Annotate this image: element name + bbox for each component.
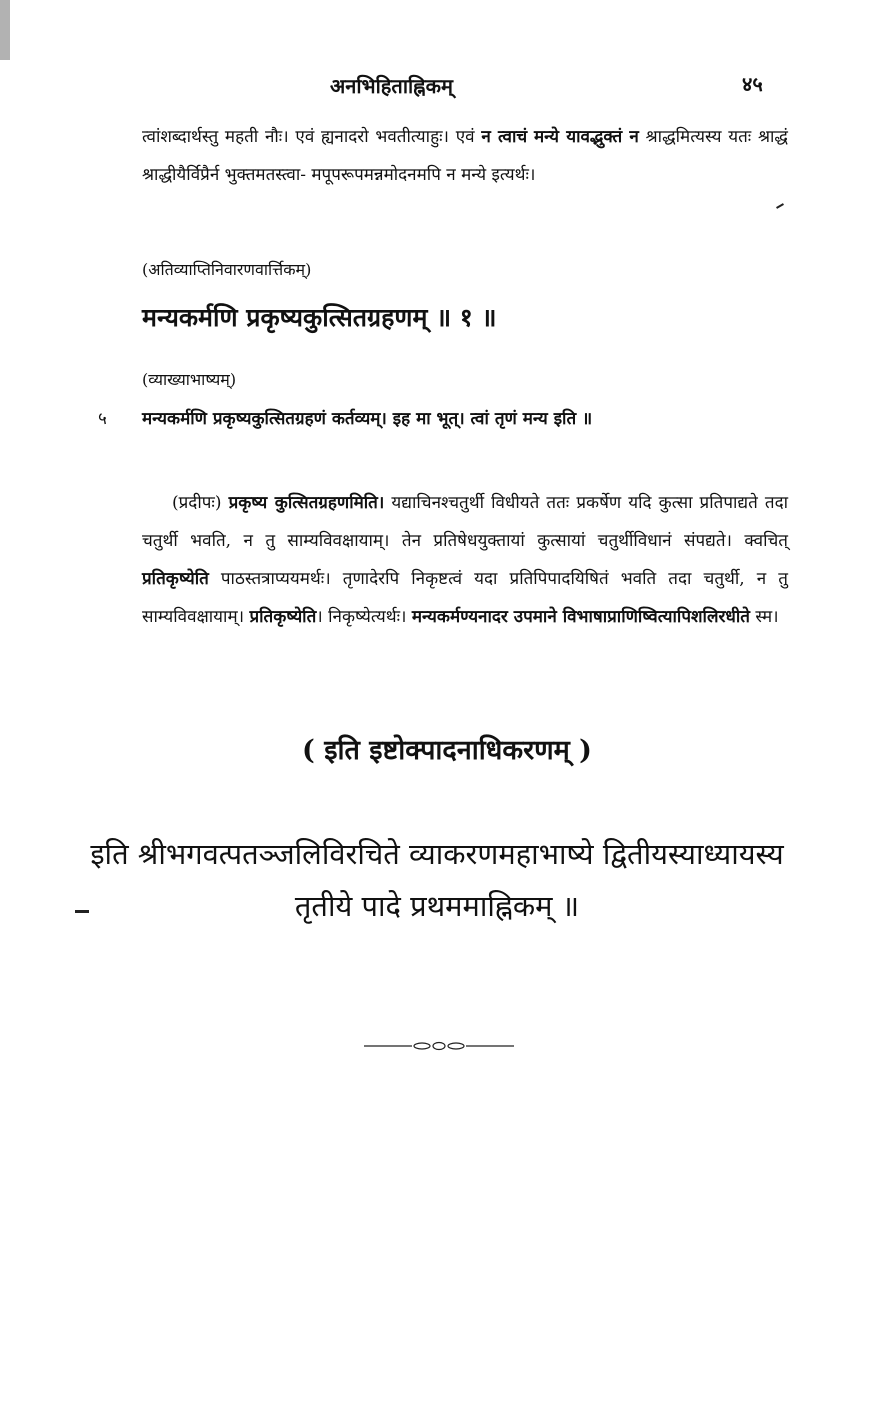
ornamental-divider xyxy=(364,1036,514,1056)
page-number: ४५ xyxy=(742,72,763,96)
pradipa-bold-4: मन्यकर्मण्यनादर उपमाने विभाषाप्राणिष्वित्यापिशलिरधीते xyxy=(411,607,750,627)
scan-speck xyxy=(75,910,89,913)
para1-line3: मपूपरूपमन्नमोदनमपि न मन्ये इत्यर्थः। xyxy=(311,165,536,185)
para1-line1: त्वांशब्दार्थस्तु महती नौः। एवं ह्यनादरो भवतीत्याहुः। एवं xyxy=(142,127,482,147)
pradipa-label: (प्रदीपः) xyxy=(172,493,222,513)
commentary-paragraph xyxy=(142,118,788,194)
line-number: ५ xyxy=(98,409,107,429)
scan-speck xyxy=(776,203,784,209)
running-header-title: अनभिहिताह्निकम् xyxy=(330,74,453,98)
pradipa-commentary xyxy=(142,484,788,636)
colophon-line-1: इति श्रीभगवत्पतञ्जलिविरचिते व्याकरणमहाभाष्ये द्वितीयस्याध्यायस्य xyxy=(90,837,784,871)
pradipa-text-4: स्म। xyxy=(749,607,779,627)
bhashya-label: (व्याख्याभाष्यम्) xyxy=(142,370,237,389)
colophon-line-2: तृतीये पादे प्रथममाह्निकम् ॥ xyxy=(294,889,580,923)
bhashya-text: मन्यकर्मणि प्रकृष्यकुत्सितग्रहणं कर्तव्यम्। इह मा भूत्। त्वां तृणं मन्य इति ॥ xyxy=(142,409,593,429)
pradipa-text-2: पाठस्तत्राप्ययमर्थः। तृणादेरपि निकृष्टत्वं यदा प्रतिपिपादयिषितं भवति तदा चतुर्थी, न तु साम्यविवक्षायाम्। xyxy=(142,569,788,627)
pradipa-bold-1: प्रकृष्य कुत्सितग्रहणमिति। xyxy=(228,493,385,513)
colophon xyxy=(82,828,792,932)
vartika-label: (अतिव्याप्तिनिवारणवार्त्तिकम्) xyxy=(142,260,312,279)
para1-line1-bold: न त्वाचं xyxy=(481,127,528,147)
pradipa-text-1: यद्याचिनश्चतुर्थी विधीयते ततः प्रकर्षेण यदि कुत्सा प्रतिपाद्यते तदा चतुर्थी भवति, न तु साम्यविवक्षायाम्। तेन प्रतिषेधयुक्तायां कुत्सायां चतुर्थीविधानं संपद्यते। क्वचित् xyxy=(142,493,788,551)
para1-line2: श्राद्धमित्यस्य यतः श्राद्धं श्राद्धीयैर्विप्रैर्न भुक्तमतस्त्वा- xyxy=(142,127,788,185)
pradipa-text-3: । निकृष्येत्यर्थः। xyxy=(316,607,412,627)
para1-line2-bold: मन्ये यावद्भुक्तं न xyxy=(533,127,639,147)
pradipa-bold-3: प्रतिकृष्येति xyxy=(249,607,317,627)
pradipa-bold-2: प्रतिकृष्येति xyxy=(142,569,209,589)
vartika-text: मन्यकर्मणि प्रकृष्यकुत्सितग्रहणम् ॥ १ ॥ xyxy=(142,303,497,332)
section-conclusion: ( इति इष्टोक्पादनाधिकरणम् ) xyxy=(302,735,592,766)
scan-edge-mark xyxy=(0,0,10,60)
